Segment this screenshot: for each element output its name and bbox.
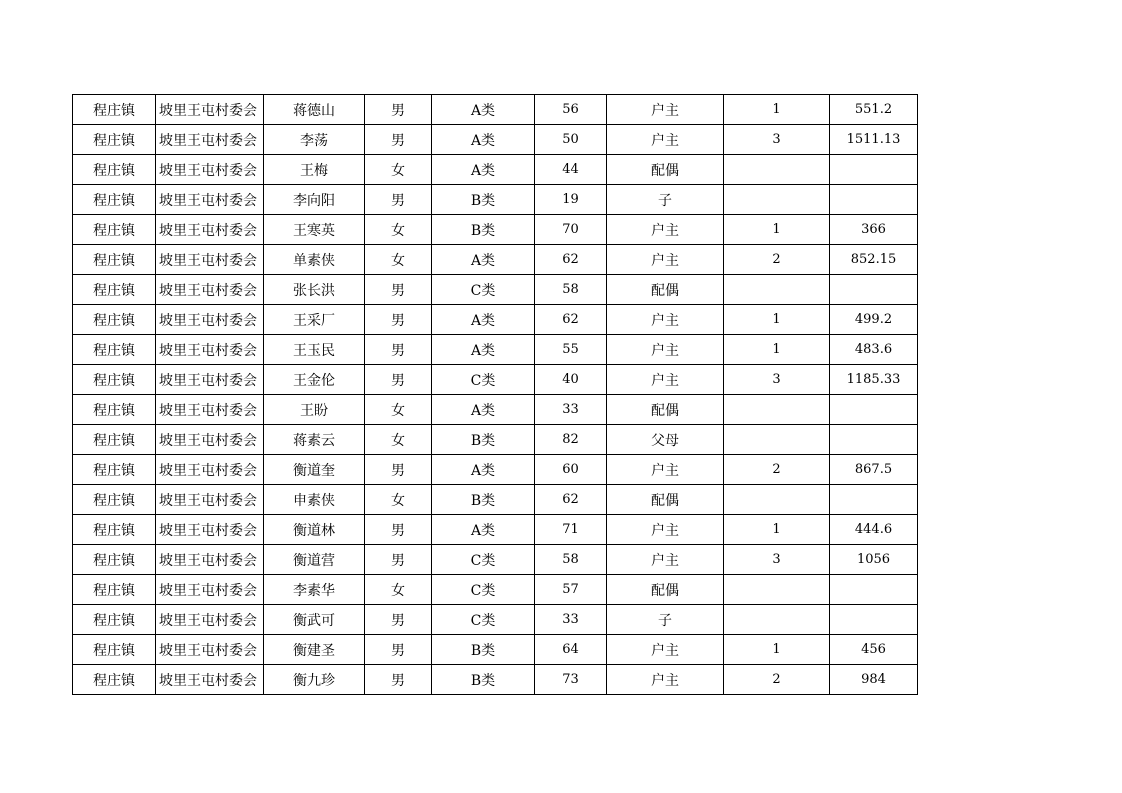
table-row — [73, 605, 918, 635]
town-cell: 程庄镇 — [73, 275, 156, 305]
table-row — [73, 635, 918, 665]
table-row — [73, 155, 918, 185]
table-row — [73, 305, 918, 335]
amount-cell: 867.5 — [830, 455, 918, 485]
village-cell: 坡里王屯村委会 — [156, 155, 264, 185]
age-cell: 70 — [535, 215, 607, 245]
household-size-cell — [724, 575, 830, 605]
age-cell: 71 — [535, 515, 607, 545]
village-cell: 坡里王屯村委会 — [156, 305, 264, 335]
name-cell: 李荡 — [264, 125, 365, 155]
amount-cell — [830, 395, 918, 425]
village-cell: 坡里王屯村委会 — [156, 125, 264, 155]
data-table — [72, 94, 918, 695]
household-size-cell: 2 — [724, 455, 830, 485]
relation-cell: 配偶 — [607, 575, 724, 605]
relation-cell: 户主 — [607, 665, 724, 695]
household-size-cell: 1 — [724, 515, 830, 545]
name-cell: 衡武可 — [264, 605, 365, 635]
amount-cell — [830, 275, 918, 305]
village-cell: 坡里王屯村委会 — [156, 365, 264, 395]
name-cell: 王玉民 — [264, 335, 365, 365]
relation-cell: 户主 — [607, 245, 724, 275]
table-row — [73, 335, 918, 365]
household-size-cell — [724, 275, 830, 305]
relation-cell: 配偶 — [607, 395, 724, 425]
gender-cell: 男 — [365, 365, 432, 395]
name-cell: 李向阳 — [264, 185, 365, 215]
age-cell: 50 — [535, 125, 607, 155]
category-cell: B类 — [432, 215, 535, 245]
relation-cell: 户主 — [607, 305, 724, 335]
town-cell: 程庄镇 — [73, 485, 156, 515]
name-cell: 王采厂 — [264, 305, 365, 335]
table-row — [73, 275, 918, 305]
relation-cell: 配偶 — [607, 155, 724, 185]
category-cell: C类 — [432, 575, 535, 605]
household-size-cell — [724, 155, 830, 185]
amount-cell: 1185.33 — [830, 365, 918, 395]
town-cell: 程庄镇 — [73, 425, 156, 455]
village-cell: 坡里王屯村委会 — [156, 95, 264, 125]
name-cell: 李素华 — [264, 575, 365, 605]
household-size-cell — [724, 425, 830, 455]
gender-cell: 男 — [365, 125, 432, 155]
town-cell: 程庄镇 — [73, 125, 156, 155]
town-cell: 程庄镇 — [73, 545, 156, 575]
category-cell: A类 — [432, 155, 535, 185]
amount-cell — [830, 155, 918, 185]
amount-cell: 366 — [830, 215, 918, 245]
household-size-cell: 3 — [724, 125, 830, 155]
table-row — [73, 455, 918, 485]
gender-cell: 女 — [365, 215, 432, 245]
amount-cell — [830, 485, 918, 515]
category-cell: A类 — [432, 305, 535, 335]
category-cell: A类 — [432, 455, 535, 485]
table-row — [73, 665, 918, 695]
household-size-cell: 2 — [724, 665, 830, 695]
town-cell: 程庄镇 — [73, 335, 156, 365]
amount-cell: 1056 — [830, 545, 918, 575]
household-size-cell — [724, 485, 830, 515]
relation-cell: 户主 — [607, 365, 724, 395]
village-cell: 坡里王屯村委会 — [156, 335, 264, 365]
village-cell: 坡里王屯村委会 — [156, 575, 264, 605]
name-cell: 王盼 — [264, 395, 365, 425]
age-cell: 60 — [535, 455, 607, 485]
table-row — [73, 575, 918, 605]
amount-cell — [830, 605, 918, 635]
age-cell: 33 — [535, 605, 607, 635]
age-cell: 55 — [535, 335, 607, 365]
town-cell: 程庄镇 — [73, 635, 156, 665]
age-cell: 64 — [535, 635, 607, 665]
category-cell: A类 — [432, 245, 535, 275]
relation-cell: 户主 — [607, 515, 724, 545]
household-size-cell — [724, 395, 830, 425]
amount-cell: 551.2 — [830, 95, 918, 125]
town-cell: 程庄镇 — [73, 605, 156, 635]
relation-cell: 户主 — [607, 545, 724, 575]
village-cell: 坡里王屯村委会 — [156, 215, 264, 245]
amount-cell: 852.15 — [830, 245, 918, 275]
town-cell: 程庄镇 — [73, 515, 156, 545]
gender-cell: 女 — [365, 245, 432, 275]
amount-cell: 499.2 — [830, 305, 918, 335]
age-cell: 62 — [535, 305, 607, 335]
village-cell: 坡里王屯村委会 — [156, 545, 264, 575]
gender-cell: 男 — [365, 545, 432, 575]
name-cell: 王梅 — [264, 155, 365, 185]
name-cell: 单素侠 — [264, 245, 365, 275]
name-cell: 衡道林 — [264, 515, 365, 545]
household-size-cell: 1 — [724, 305, 830, 335]
household-size-cell: 1 — [724, 335, 830, 365]
amount-cell: 444.6 — [830, 515, 918, 545]
age-cell: 58 — [535, 275, 607, 305]
name-cell: 王金伦 — [264, 365, 365, 395]
town-cell: 程庄镇 — [73, 155, 156, 185]
village-cell: 坡里王屯村委会 — [156, 425, 264, 455]
amount-cell: 456 — [830, 635, 918, 665]
table-row — [73, 425, 918, 455]
village-cell: 坡里王屯村委会 — [156, 185, 264, 215]
age-cell: 44 — [535, 155, 607, 185]
household-size-cell — [724, 605, 830, 635]
age-cell: 62 — [535, 245, 607, 275]
village-cell: 坡里王屯村委会 — [156, 455, 264, 485]
name-cell: 衡道奎 — [264, 455, 365, 485]
category-cell: C类 — [432, 545, 535, 575]
table-row — [73, 545, 918, 575]
gender-cell: 男 — [365, 305, 432, 335]
name-cell: 蒋德山 — [264, 95, 365, 125]
table-row — [73, 95, 918, 125]
town-cell: 程庄镇 — [73, 395, 156, 425]
gender-cell: 男 — [365, 605, 432, 635]
age-cell: 40 — [535, 365, 607, 395]
town-cell: 程庄镇 — [73, 665, 156, 695]
amount-cell: 1511.13 — [830, 125, 918, 155]
amount-cell — [830, 575, 918, 605]
table-row — [73, 215, 918, 245]
table-row — [73, 515, 918, 545]
town-cell: 程庄镇 — [73, 215, 156, 245]
gender-cell: 男 — [365, 335, 432, 365]
age-cell: 33 — [535, 395, 607, 425]
relation-cell: 户主 — [607, 455, 724, 485]
category-cell: A类 — [432, 515, 535, 545]
category-cell: C类 — [432, 605, 535, 635]
category-cell: B类 — [432, 185, 535, 215]
relation-cell: 子 — [607, 185, 724, 215]
relation-cell: 子 — [607, 605, 724, 635]
village-cell: 坡里王屯村委会 — [156, 245, 264, 275]
category-cell: B类 — [432, 485, 535, 515]
relation-cell: 户主 — [607, 635, 724, 665]
household-size-cell: 3 — [724, 545, 830, 575]
household-size-cell: 1 — [724, 215, 830, 245]
category-cell: C类 — [432, 275, 535, 305]
category-cell: B类 — [432, 665, 535, 695]
amount-cell — [830, 185, 918, 215]
category-cell: A类 — [432, 125, 535, 155]
village-cell: 坡里王屯村委会 — [156, 635, 264, 665]
village-cell: 坡里王屯村委会 — [156, 515, 264, 545]
relation-cell: 父母 — [607, 425, 724, 455]
name-cell: 衡九珍 — [264, 665, 365, 695]
age-cell: 73 — [535, 665, 607, 695]
category-cell: B类 — [432, 425, 535, 455]
age-cell: 57 — [535, 575, 607, 605]
relation-cell: 配偶 — [607, 275, 724, 305]
category-cell: A类 — [432, 335, 535, 365]
age-cell: 58 — [535, 545, 607, 575]
village-cell: 坡里王屯村委会 — [156, 485, 264, 515]
town-cell: 程庄镇 — [73, 365, 156, 395]
gender-cell: 女 — [365, 155, 432, 185]
relation-cell: 户主 — [607, 215, 724, 245]
name-cell: 衡道营 — [264, 545, 365, 575]
gender-cell: 女 — [365, 425, 432, 455]
relation-cell: 户主 — [607, 95, 724, 125]
gender-cell: 男 — [365, 635, 432, 665]
relation-cell: 配偶 — [607, 485, 724, 515]
name-cell: 申素侠 — [264, 485, 365, 515]
gender-cell: 女 — [365, 395, 432, 425]
household-size-cell: 3 — [724, 365, 830, 395]
age-cell: 56 — [535, 95, 607, 125]
village-cell: 坡里王屯村委会 — [156, 275, 264, 305]
table-row — [73, 125, 918, 155]
name-cell: 衡建圣 — [264, 635, 365, 665]
relation-cell: 户主 — [607, 125, 724, 155]
category-cell: A类 — [432, 95, 535, 125]
amount-cell: 483.6 — [830, 335, 918, 365]
gender-cell: 女 — [365, 575, 432, 605]
village-cell: 坡里王屯村委会 — [156, 395, 264, 425]
gender-cell: 男 — [365, 185, 432, 215]
category-cell: A类 — [432, 395, 535, 425]
gender-cell: 男 — [365, 95, 432, 125]
amount-cell — [830, 425, 918, 455]
table-row — [73, 365, 918, 395]
table-row — [73, 185, 918, 215]
age-cell: 62 — [535, 485, 607, 515]
village-cell: 坡里王屯村委会 — [156, 665, 264, 695]
gender-cell: 女 — [365, 485, 432, 515]
name-cell: 蒋素云 — [264, 425, 365, 455]
name-cell: 张长洪 — [264, 275, 365, 305]
gender-cell: 男 — [365, 515, 432, 545]
amount-cell: 984 — [830, 665, 918, 695]
category-cell: B类 — [432, 635, 535, 665]
gender-cell: 男 — [365, 455, 432, 485]
table-row — [73, 245, 918, 275]
age-cell: 19 — [535, 185, 607, 215]
category-cell: C类 — [432, 365, 535, 395]
gender-cell: 男 — [365, 665, 432, 695]
household-size-cell: 1 — [724, 635, 830, 665]
household-size-cell — [724, 185, 830, 215]
household-size-cell: 1 — [724, 95, 830, 125]
gender-cell: 男 — [365, 275, 432, 305]
town-cell: 程庄镇 — [73, 455, 156, 485]
age-cell: 82 — [535, 425, 607, 455]
town-cell: 程庄镇 — [73, 245, 156, 275]
town-cell: 程庄镇 — [73, 185, 156, 215]
name-cell: 王寒英 — [264, 215, 365, 245]
town-cell: 程庄镇 — [73, 575, 156, 605]
table-row — [73, 395, 918, 425]
village-cell: 坡里王屯村委会 — [156, 605, 264, 635]
relation-cell: 户主 — [607, 335, 724, 365]
town-cell: 程庄镇 — [73, 95, 156, 125]
household-size-cell: 2 — [724, 245, 830, 275]
table-row — [73, 485, 918, 515]
town-cell: 程庄镇 — [73, 305, 156, 335]
